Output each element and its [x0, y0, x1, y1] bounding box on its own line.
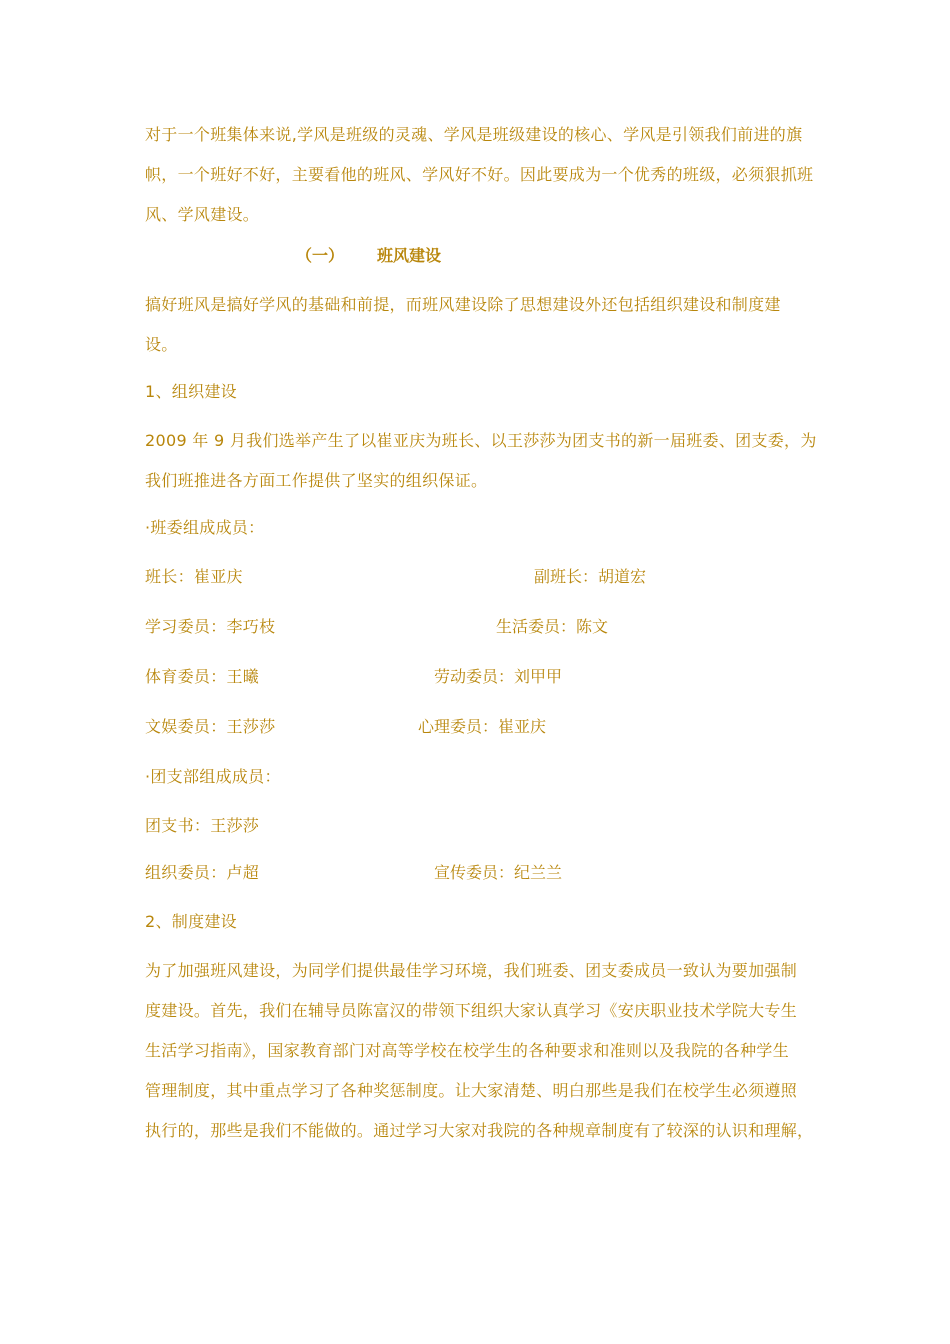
para3-line-3: 生活学习指南》，国家教育部门对高等学校在校学生的各种要求和准则以及我院的各种学生	[145, 1041, 790, 1060]
para2-line-1: 2009 年 9 月我们选举产生了以崔亚庆为班长、以王莎莎为团支书的新一届班委、团支委，为	[145, 431, 817, 450]
league-heading: ·团支部组成成员：	[145, 767, 281, 786]
committee-row-3-right: 劳动委员：刘甲甲	[434, 667, 563, 686]
committee-row-4-left: 文娱委员：王莎莎	[145, 717, 276, 736]
committee-row-1-left: 班长：崔亚庆	[145, 567, 243, 586]
league-row-left: 组织委员：卢超	[145, 863, 260, 882]
para1-line-2: 设。	[145, 335, 178, 354]
subsection-title-system: 2、制度建设	[145, 912, 237, 931]
committee-heading: ·班委组成成员：	[145, 518, 265, 537]
section-number: （一）	[296, 246, 345, 265]
para3-line-1: 为了加强班风建设，为同学们提供最佳学习环境，我们班委、团支委成员一致认为要加强制	[145, 961, 798, 980]
para3-line-2: 度建设。首先，我们在辅导员陈富汉的带领下组织大家认真学习《安庆职业技术学院大专生	[145, 1001, 798, 1020]
league-secretary: 团支书：王莎莎	[145, 816, 260, 835]
league-row-right: 宣传委员：纪兰兰	[434, 863, 563, 882]
committee-row-1-right: 副班长：胡道宏	[534, 567, 647, 586]
intro-line-3: 风、学风建设。	[145, 205, 260, 224]
committee-row-2-right: 生活委员：陈文	[496, 617, 609, 636]
committee-row-4-right: 心理委员：崔亚庆	[418, 717, 547, 736]
intro-line-1: 对于一个班集体来说,学风是班级的灵魂、学风是班级建设的核心、学风是引领我们前进的旗	[145, 125, 803, 144]
para3-line-5: 执行的，那些是我们不能做的。通过学习大家对我院的各种规章制度有了较深的认识和理解，	[145, 1121, 814, 1140]
para2-line-2: 我们班推进各方面工作提供了坚实的组织保证。	[145, 471, 488, 490]
section-title: 班风建设	[377, 246, 442, 265]
subsection-title-organization: 1、组织建设	[145, 382, 237, 401]
para1-line-1: 搞好班风是搞好学风的基础和前提，而班风建设除了思想建设外还包括组织建设和制度建	[145, 295, 781, 314]
committee-row-2-left: 学习委员：李巧枝	[145, 617, 276, 636]
intro-line-2: 帜，一个班好不好，主要看他的班风、学风好不好。因此要成为一个优秀的班级，必须狠抓班	[145, 165, 814, 184]
para3-line-4: 管理制度，其中重点学习了各种奖惩制度。让大家清楚、明白那些是我们在校学生必须遵照	[145, 1081, 798, 1100]
committee-row-3-left: 体育委员：王曦	[145, 667, 260, 686]
